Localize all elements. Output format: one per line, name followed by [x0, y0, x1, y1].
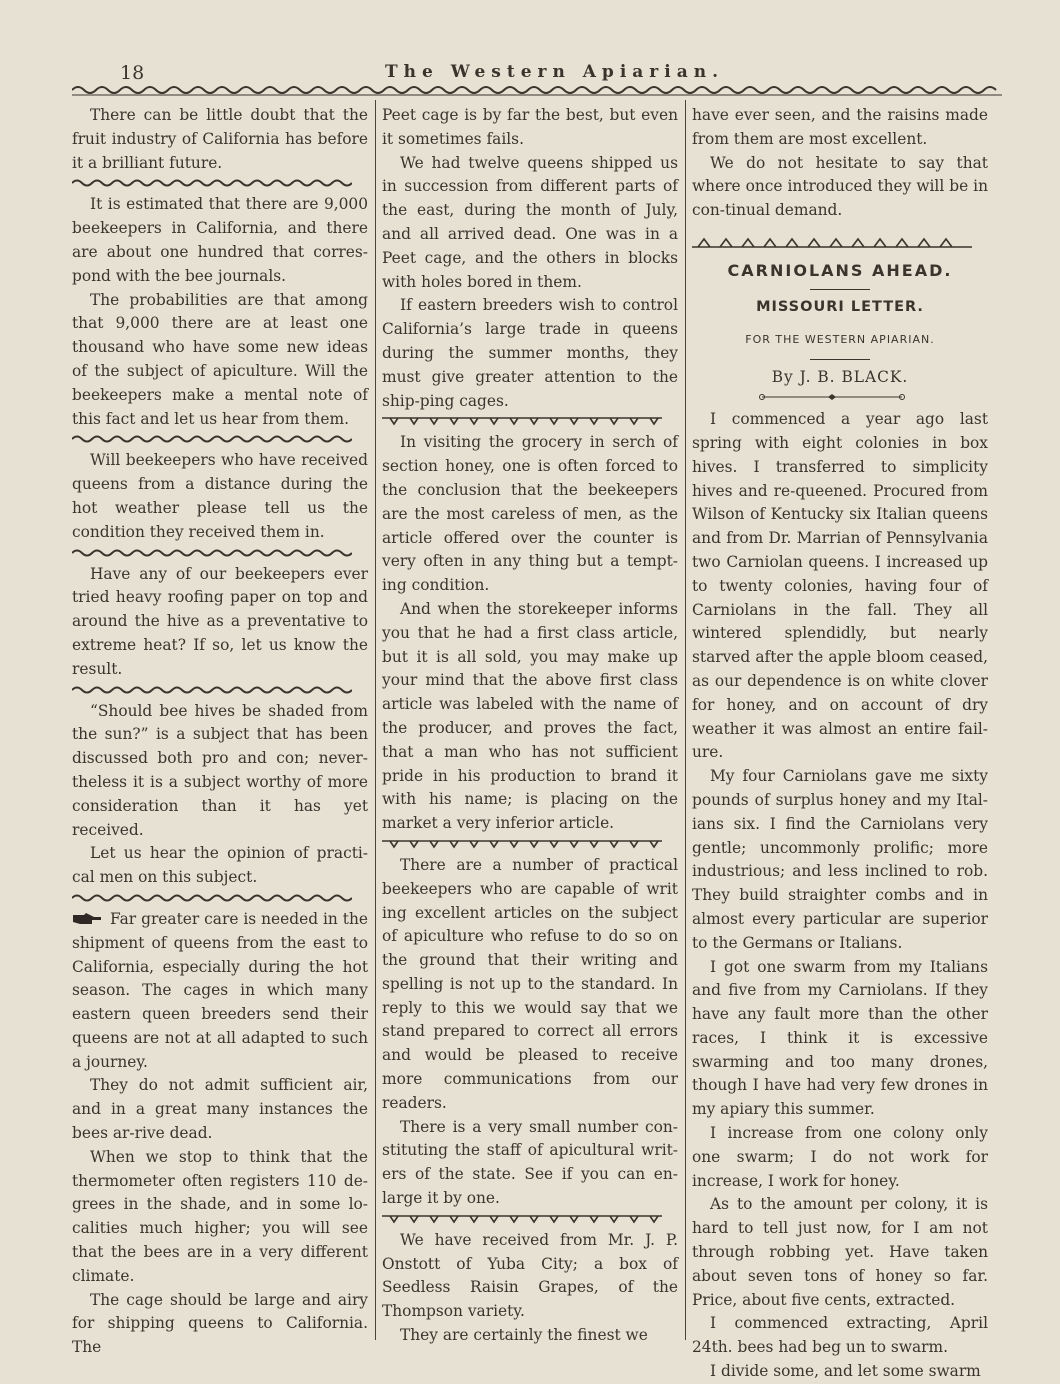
column-3 [692, 104, 988, 1384]
top-wavy-rule [72, 84, 1002, 96]
paragraph: have ever seen, and the raisins made from them are most excellent. [692, 106, 988, 148]
paragraph: The probabilities are that among that 9,000 there are at least one thousand who have some new ideas of the subject of apiculture. Will the beekeepers make a mental note of this fact and let us hear from them. [72, 290, 368, 428]
page-number: 18 [120, 62, 145, 84]
paragraph: “Should bee hives be shaded from the sun?” is a subject that has been discussed both pro and con; never-theless it is a subject worthy of more consideration than it has yet received. [72, 701, 368, 839]
paragraph: When we stop to think that the thermometer often registers 110 de-grees in the shade, and in some lo-calities much higher; you will see that the bees are in a very different climate. [72, 1147, 368, 1285]
byline-ornament [692, 392, 972, 402]
paragraph: We had twelve queens shipped us in succession from different parts of the east, during the month of July, and all arrived dead. One was in a Peet cage, and the others in blocks with holes bored in them. [382, 153, 678, 291]
paragraph: I commenced a year ago last spring with eight colonies in box hives. I transferred to simplicity hives and re-queened. Procured from Wilson of Kentucky six Italian queens and from Dr. Marrian of Pennsylvania two Carniolan queens. I increased up to twenty colonies, having four of Carniolans in the fall. They all wintered splendidly, but nearly starved after the apple bloom ceased, as our dependence is on white clover for honey, and on account of dry weather it was almost an entire fail-ure. [692, 410, 988, 762]
paragraph: Will beekeepers who have received queens from a distance during the hot weather please tell us the condition they received them in. [72, 451, 368, 541]
byline: By J. B. BLACK. [771, 368, 909, 387]
paragraph-with-hand [72, 908, 368, 1075]
paragraph: I got one swarm from my Italians and five from my Carniolans. If they have any fault more than the other races, I think it is excessive swarming and too many drones, though I have had very few drones in my apiary this summer. [692, 957, 988, 1119]
column-2 [382, 104, 678, 1348]
wavy-separator [72, 685, 352, 695]
article-headline: CARNIOLANS AHEAD. [727, 260, 953, 280]
paragraph: Have any of our beekeepers ever tried heavy roofing paper on top and around the hive as a preventative to extreme heat? If so, let us know the result. [72, 564, 368, 678]
paragraph: It is estimated that there are 9,000 beekeepers in California, and there are about one hundred that corres-pond with the bee journals. [72, 195, 368, 285]
masthead-title: The Western Apiarian. [385, 62, 724, 82]
paragraph: The cage should be large and airy for shipping queens to California. The [72, 1290, 368, 1357]
ornamental-separator [692, 235, 972, 249]
wavy-separator [72, 893, 352, 903]
pointing-hand-icon [72, 912, 102, 926]
column-divider-2 [685, 100, 686, 1340]
wavy-separator [72, 434, 352, 444]
paragraph: In visiting the grocery in serch of section honey, one is often forced to the conclusion that the beekeepers are the most careless of men, as the article offered over the counter is very often in any thing but a tempt-ing condition. [382, 433, 678, 595]
paragraph: Let us hear the opinion of practi-cal men on this subject. [72, 844, 368, 887]
short-rule [810, 359, 870, 360]
paragraph-text: Far greater care is needed in the shipment of queens from the east to California, especially during the hot season. The cages in which many eastern queen breeders send their queens are not at all adapted to such a journey. [72, 909, 368, 1071]
paragraph: Peet cage is by far the best, but even it sometimes fails. [382, 106, 678, 148]
wavy-separator [72, 178, 352, 188]
for-line: FOR THE WESTERN APIARIAN. [745, 332, 935, 346]
paragraph: There are a number of practical beekeepers who are capable of writ ing excellent articles on the subject of apiculture who refuse to do so on the ground that their writing and spelling is not up to the standard. In reply to this we would say that we stand prepared to correct all errors and would be pleased to receive more communications from our readers. [382, 855, 678, 1112]
paragraph: They are certainly the finest we [400, 1326, 648, 1345]
paragraph: As to the amount per colony, it is hard to tell just now, for I am not through robbing yet. Have taken about seven tons of honey so far. Price, about five cents, extracted. [692, 1195, 988, 1309]
paragraph: They do not admit sufficient air, and in a great many instances the bees ar-rive dead. [72, 1076, 368, 1143]
paragraph: I commenced extracting, April 24th. bees had beg un to swarm. [692, 1314, 988, 1357]
paragraph: My four Carniolans gave me sixty pounds of surplus honey and my Ital-ians six. I find the Carniolans very gentle; uncommonly prolific; more industrious; and less inclined to rob. They build straighter combs and in almost every particular are superior to the Germans or Italians. [692, 767, 988, 952]
arrow-separator [382, 1214, 662, 1224]
paragraph: And when the storekeeper informs you that he had a first class article, but it is all sold, you may make up your mind that the above first class article was labeled with the name of the producer, and proves the fact, that a man who has not sufficient pride in his production to brand it with his name; is placing on the market a very inferior article. [382, 599, 678, 833]
paragraph: We have received from Mr. J. P. Onstott of Yuba City; a box of Seedless Raisin Grapes, of the Thompson variety. [382, 1230, 678, 1321]
paragraph: We do not hesitate to say that where once introduced they will be in con-tinual demand. [692, 153, 988, 220]
arrow-separator [382, 839, 662, 849]
wavy-separator [72, 548, 352, 558]
paragraph: I divide some, and let some swarm [710, 1362, 981, 1381]
paragraph: If eastern breeders wish to control California’s large trade in queens during the summer months, they must give greater attention to the ship-ping cages. [382, 296, 678, 410]
paragraph: There is a very small number con-stituting the staff of apicultural writ-ers of the state. See if you can en-large it by one. [382, 1117, 678, 1208]
column-1 [72, 104, 368, 1360]
short-rule [810, 289, 870, 290]
paragraph: I increase from one colony only one swarm; I do not work for increase, I work for honey. [692, 1124, 988, 1190]
column-divider-1 [375, 100, 376, 1340]
article-subheading: MISSOURI LETTER. [756, 298, 924, 315]
paragraph: There can be little doubt that the fruit industry of California has before it a brilliant future. [72, 106, 368, 172]
arrow-separator [382, 416, 662, 426]
